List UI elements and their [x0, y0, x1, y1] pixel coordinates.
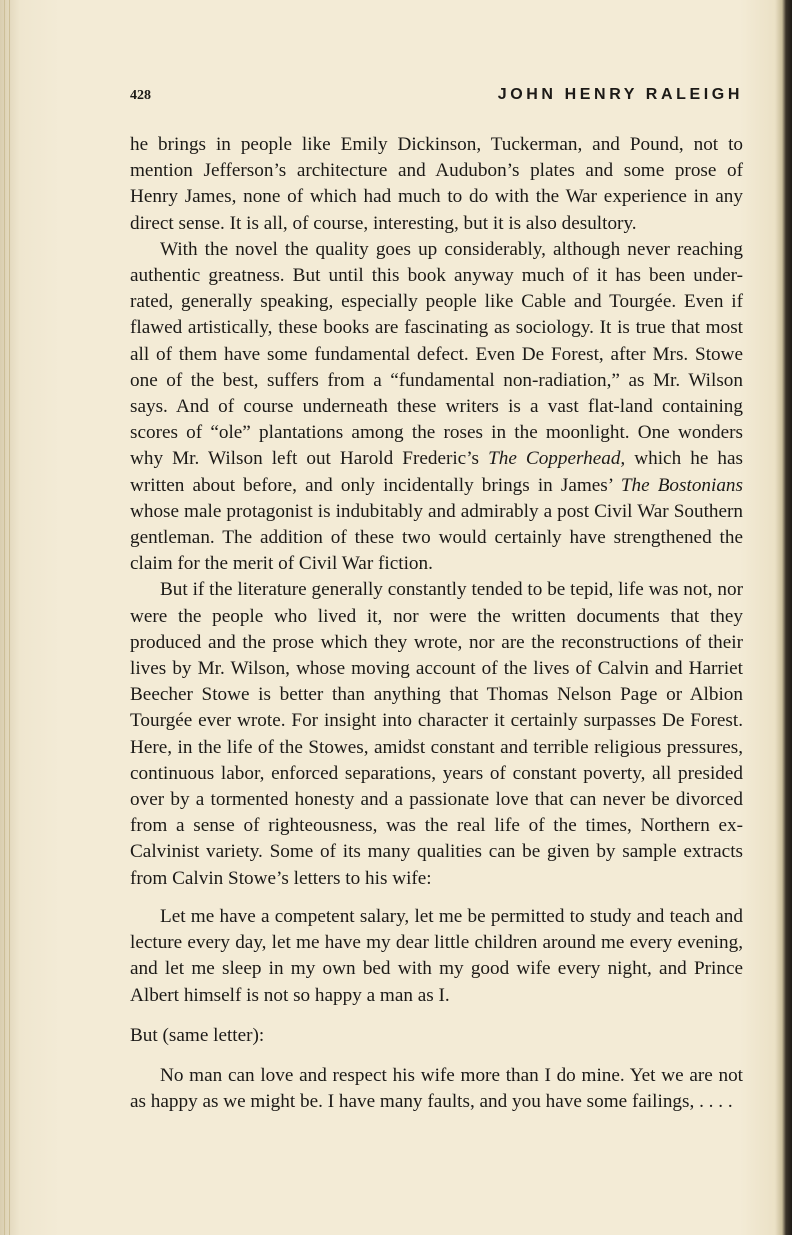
- paragraph-3: But if the literature generally constantly tended to be tepid, life was not, nor were the people who lived it, nor were the written documents that they produced and the prose which they wrote, nor are the reconstructions of their lives by Mr. Wilson, whose moving account of the lives of Calvin and Harriet Beecher Stowe is better than anything that Thomas Nelson Page or Albion Tourgée ever wrote. For insight into character it certainly surpasses De Forest. Here, in the life of the Stowes, amidst constant and terrible religious pressures, continuous labor, enforced separations, years of constant poverty, all presided over by a tormented honesty and a passionate love that can never be divorced from a sense of righteousness, was the real life of the times, Northern ex-Calvinist variety. Some of its many qualities can be given by sample extracts from Calvin Stowe’s letters to his wife:: [130, 579, 743, 889]
- paragraph-2-text-b: which he has written about before, and only incidentally brings in James’: [130, 448, 743, 496]
- block-quote-2: No man can love and respect his wife more than I do mine. Yet we are not as happy as we might be. I have many faults, and you have some failings, . . . .: [130, 1064, 743, 1113]
- binding-line: [4, 0, 5, 1235]
- running-head: JOHN HENRY RALEIGH: [497, 86, 743, 103]
- paragraph-2: [130, 237, 743, 578]
- page-number: 428: [130, 88, 151, 103]
- bridge-line: But (same letter):: [130, 1024, 265, 1046]
- paragraph-2-text-c: whose male protagonist is indubitably and admirably a post Civil War Southern gentleman. The addition of these two would certainly have strengthened the claim for the merit of Civil War fiction.: [130, 500, 743, 575]
- page-header: [130, 86, 743, 110]
- body-text: [130, 132, 743, 1115]
- book-title-copperhead: The Copperhead,: [488, 448, 626, 470]
- block-quote-1: Let me have a competent salary, let me be permitted to study and teach and lecture every day, let me have my dear little children around me every evening, and let me sleep in my own bed with my good wife every night, and Prince Albert himself is not so happy a man as I.: [130, 905, 743, 1006]
- paragraph-2-text-a: With the novel the quality goes up considerably, although never reaching authentic greatness. But until this book anyway much of it has been under-rated, generally speaking, especially people like Cable and Tourgée. Even if flawed artistically, these books are fascinating as sociology. It is true that most all of them have some fundamental defect. Even De Forest, after Mrs. Stowe one of the best, suffers from a “fundamental non-radiation,” as Mr. Wilson says. And of course underneath these writers is a vast flat-land containing scores of “ole” plantations among the roses in the moonlight. One wonders why Mr. Wilson left out Harold Frederic’s: [130, 238, 743, 470]
- binding-line: [9, 0, 10, 1235]
- paragraph-1: he brings in people like Emily Dickinson, Tuckerman, and Pound, not to mention Jefferson’s architecture and Audubon’s plates and some prose of Henry James, none of which had much to do with the War experience in any direct sense. It is all, of course, interesting, but it is also desultory.: [130, 134, 743, 234]
- book-title-bostonians: The Bostonians: [620, 474, 743, 496]
